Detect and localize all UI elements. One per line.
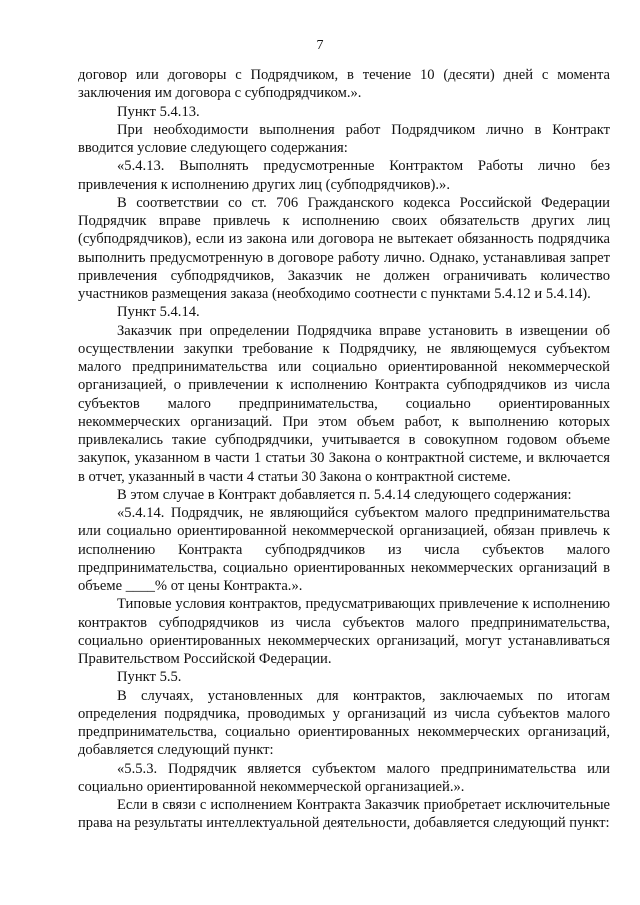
section-heading-5-4-14: Пункт 5.4.14. [117,304,200,321]
section-heading-5-4-13: Пункт 5.4.13. [117,103,200,120]
paragraph: В этом случае в Контракт добавляется п. 5.4.14 следующего содержания: [117,486,572,503]
quoted-clause-5-5-3: «5.5.3. Подрядчик является субъектом малого предпринимательства или социально ориентированной некоммерческой организацией.». [78,760,610,795]
paragraph: В соответствии со ст. 706 Гражданского кодекса Российской Федерации Подрядчик вправе привлечь к исполнению своих обязательств других лиц (субподрядчиков), если из закона или договора не вытекает обязанность подрядчика выполнить предусмотренную в договоре работу лично. Однако, устанавливая запрет привлечения субподрядчиков, Заказчик не должен ограничивать количество участников размещения заказа (необходимо соотнести с пунктами 5.4.12 и 5.4.14). [78,194,610,302]
quoted-clause-5-4-14: «5.4.14. Подрядчик, не являющийся субъектом малого предпринимательства или социально ориентированной некоммерческой организацией, обязан привлечь к исполнению Контракта субподрядчиков из числа субъектов малого предпринимательства, социально ориентированных некоммерческих организаций в объеме ____% от цены Контракта.». [78,505,610,594]
section-heading-5-5: Пункт 5.5. [117,669,182,686]
quoted-clause-5-4-13: «5.4.13. Выполнять предусмотренные Контрактом Работы лично без привлечения к исполнению других лиц (субподрядчиков).». [78,158,610,193]
paragraph: Если в связи с исполнением Контракта Заказчик приобретает исключительные права на результаты интеллектуальной деятельности, добавляется следующий пункт: [78,797,610,832]
paragraph: Типовые условия контрактов, предусматривающих привлечение к исполнению контрактов субподрядчиков из числа субъектов малого предпринимательства, социально ориентированных некоммерческих организаций, могут устанавливаться Правительством Российской Федерации. [78,596,610,667]
paragraph: Заказчик при определении Подрядчика вправе установить в извещении об осуществлении закупки требование к Подрядчику, не являющемуся субъектом малого предпринимательства или социально ориентированной некоммерческой организацией, о привлечении к исполнению Контракта субподрядчиков из числа субъектов малого предпринимательства, социально ориентированных некоммерческих организаций. При этом объем работ, к выполнению которых привлекались такие субподрядчики, учитывается в совокупном годовом объеме закупок, указанном в части 1 статьи 30 Закона о контрактной системе, и включается в отчет, указанный в части 4 статьи 30 Закона о контрактной системе. [78,322,610,485]
paragraph: В случаях, установленных для контрактов, заключаемых по итогам определения подрядчика, проводимых у организаций из числа субъектов малого предпринимательства, социально ориентированных некоммерческих организаций, добавляется следующий пункт: [78,687,610,759]
paragraph: При необходимости выполнения работ Подрядчиком лично в Контракт вводится условие следующего содержания: [78,121,610,156]
paragraph-continued: договор или договоры с Подрядчиком, в течение 10 (десяти) дней с момента заключения им договора с субподрядчиком.». [78,67,610,102]
page-number: 7 [316,38,324,53]
document-body [78,66,610,833]
